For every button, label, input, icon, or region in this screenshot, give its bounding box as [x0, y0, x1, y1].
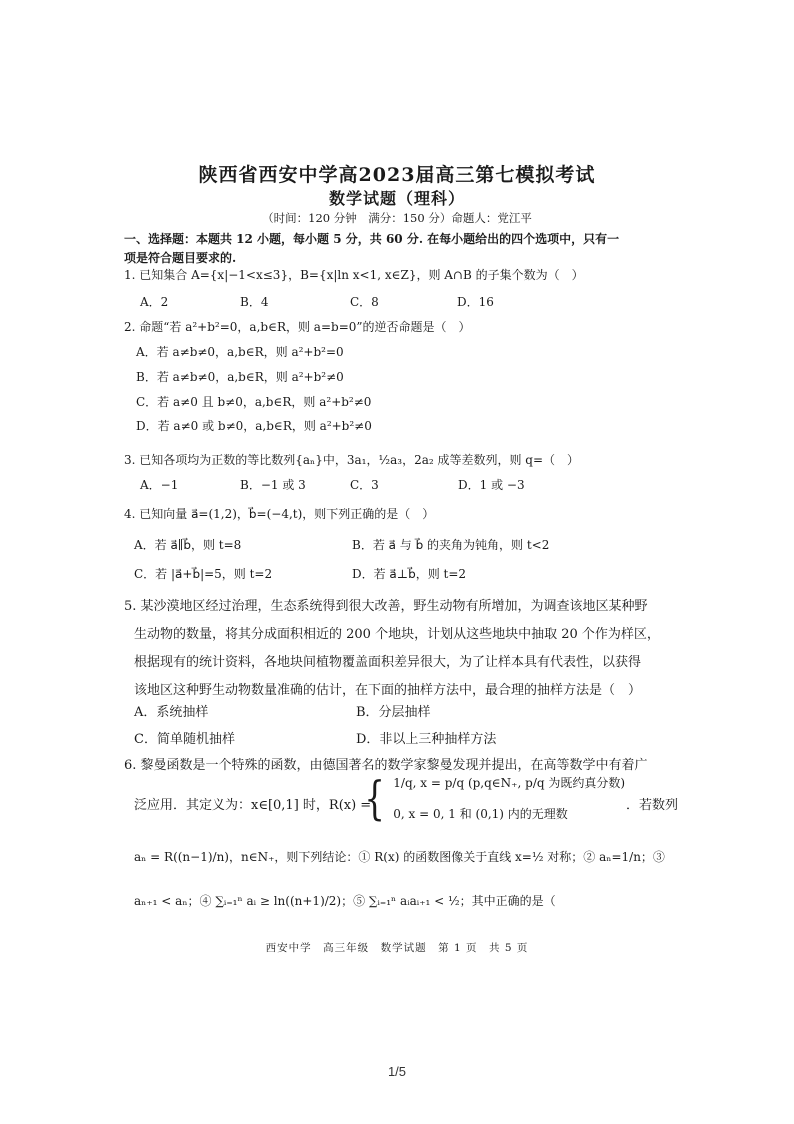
q2-option-a: A．若 a≠b≠0，a,b∈R，则 a²+b²=0	[136, 345, 344, 359]
q3-option-a: A．−1	[140, 478, 179, 492]
q4-option-a: A．若 a⃗∥b⃗，则 t=8	[134, 538, 242, 552]
question-6-line2-suffix: ．若数列	[626, 798, 679, 813]
q2-option-d: D．若 a≠0 或 b≠0，a,b∈R，则 a²+b²≠0	[136, 419, 372, 433]
piecewise-case-2: 0, x = 0, 1 和 (0,1) 内的无理数	[393, 807, 568, 821]
question-5-line2: 生动物的数量，将其分成面积相近的 200 个地块，计划从这些地块中抽取 20 个作为样区，	[134, 627, 660, 642]
riemann-piecewise	[360, 771, 626, 825]
exam-subtitle: 数学试题（理科）	[328, 189, 465, 208]
q3-option-c: C．3	[350, 478, 379, 492]
question-6-line1: 6. 黎曼函数是一个特殊的函数，由德国著名的数学家黎曼发现并提出，在高等数学中有着广	[124, 758, 648, 773]
question-6-line2-prefix: 泛应用．其定义为：x∈[0,1] 时，R(x) =	[134, 798, 372, 813]
q1-option-c: C．8	[350, 295, 379, 309]
q3-option-d: D．1 或 −3	[458, 478, 525, 492]
question-6-line4: aₙ₊₁ < aₙ；④ ∑ᵢ₌₁ⁿ aᵢ ≥ ln((n+1)/2)；⑤ ∑ᵢ₌₁ⁿ aᵢaᵢ₊₁ < ½；其中正确的是（	[134, 894, 556, 908]
q4-option-c: C．若 |a⃗+b⃗|=5，则 t=2	[134, 567, 273, 581]
question-3-stem: 3. 已知各项均为正数的等比数列{aₙ}中，3a₁，½a₃，2a₂ 成等差数列，则 q=（ ）	[124, 453, 580, 467]
question-5-line4: 该地区这种野生动物数量准确的估计，在下面的抽样方法中，最合理的抽样方法是（ ）	[134, 683, 642, 698]
exam-meta: （时间：120 分钟 满分：150 分）命题人：党江平	[262, 211, 532, 225]
question-2-stem: 2. 命题“若 a²+b²=0，a,b∈R，则 a=b=0”的逆否命题是（ ）	[124, 320, 471, 334]
q5-option-c: C．简单随机抽样	[134, 732, 235, 747]
q1-option-b: B．4	[240, 295, 269, 309]
brace-symbol: {	[364, 771, 385, 825]
section-heading-line1: 一、选择题：本题共 12 小题，每小题 5 分，共 60 分. 在每小题给出的四个选项中，只有一	[124, 232, 620, 246]
q5-option-a: A．系统抽样	[134, 705, 209, 720]
q2-option-c: C．若 a≠0 且 b≠0，a,b∈R，则 a²+b²≠0	[136, 395, 372, 409]
piecewise-case-1: 1/q, x = p/q (p,q∈N₊, p/q 为既约真分数)	[393, 776, 626, 790]
question-5-line1: 5. 某沙漠地区经过治理，生态系统得到很大改善，野生动物有所增加，为调查该地区某种野	[124, 599, 648, 614]
question-1-stem: 1. 已知集合 A={x|−1<x≤3}，B={x|ln x<1, x∈Z}，则 A∩B 的子集个数为（ ）	[124, 268, 584, 282]
page-indicator: 1/5	[387, 1064, 407, 1079]
q3-option-b: B．−1 或 3	[240, 478, 306, 492]
q5-option-b: B．分层抽样	[356, 705, 431, 720]
section-heading-line2: 项是符合题目要求的.	[124, 251, 237, 265]
q1-option-d: D．16	[457, 295, 494, 309]
q5-option-d: D．非以上三种抽样方法	[356, 732, 497, 747]
q4-option-d: D．若 a⃗⊥b⃗，则 t=2	[352, 567, 467, 581]
q2-option-b: B．若 a≠b≠0，a,b∈R，则 a²+b²≠0	[136, 370, 344, 384]
question-4-stem: 4. 已知向量 a⃗=(1,2)，b⃗=(−4,t)，则下列正确的是（ ）	[124, 507, 435, 521]
question-5-line3: 根据现有的统计资料，各地块间植物覆盖面积差异很大，为了让样本具有代表性，以获得	[134, 655, 642, 670]
q1-option-a: A．2	[140, 295, 169, 309]
question-6-line3: aₙ = R((n−1)/n)，n∈N₊，则下列结论：① R(x) 的函数图像关于直线 x=½ 对称；② aₙ=1/n；③	[134, 850, 665, 864]
piecewise-cases	[393, 774, 625, 822]
page-footer: 西安中学 高三年级 数学试题 第 1 页 共 5 页	[265, 942, 529, 954]
q4-option-b: B．若 a⃗ 与 b⃗ 的夹角为钝角，则 t<2	[352, 538, 550, 552]
exam-title: 陕西省西安中学高2023届高三第七模拟考试	[198, 164, 596, 186]
